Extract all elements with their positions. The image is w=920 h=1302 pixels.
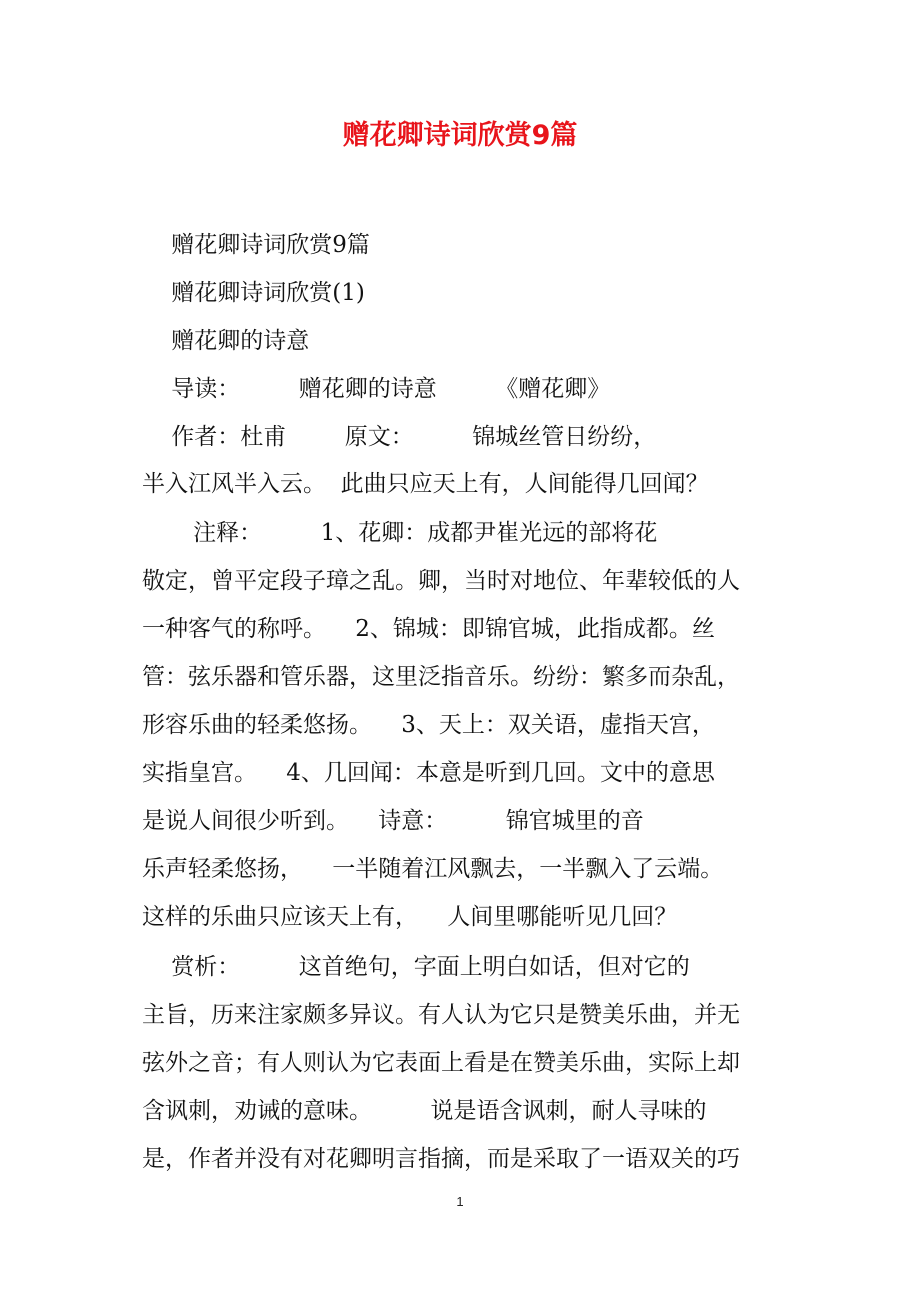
text-line: 敬定，曾平定段子璋之乱。卿，当时对地位、年辈较低的人 [142,568,740,594]
page-number: 1 [456,1194,464,1209]
text-line: 半入江风半入云。 此曲只应天上有，人间能得几回闻？ [142,471,709,497]
text-line: 导读： 赠花卿的诗意 《赠花卿》 [142,376,611,402]
text-line: 乐声轻柔悠扬， 一半随着江风飘去，一半飘入了云端。 [142,856,724,882]
text-line: 注释： 1、花卿：成都尹崔光远的部将花 [142,520,658,546]
text-line: 赠花卿诗词欣赏9篇 [142,232,370,258]
text-line: 主旨，历来注家颇多异议。有人认为它只是赞美乐曲，并无 [142,1002,740,1028]
text-line: 赏析： 这首绝句，字面上明白如话，但对它的 [142,954,690,980]
text-line: 赠花卿的诗意 [142,328,310,354]
text-line: 弦外之音；有人则认为它表面上看是在赞美乐曲，实际上却 [142,1050,740,1076]
document-title: 赠花卿诗词欣赏9篇 [342,120,578,151]
text-line: 是说人间很少听到。 诗意： 锦官城里的音 [142,808,644,834]
text-line: 管：弦乐器和管乐器，这里泛指音乐。纷纷：繁多而杂乱， [142,664,740,690]
text-line: 是，作者并没有对花卿明言指摘，而是采取了一语双关的巧 [142,1146,740,1172]
text-line: 赠花卿诗词欣赏(1) [142,280,365,306]
text-line: 作者：杜甫 原文： 锦城丝管日纷纷， [142,424,657,450]
text-line: 这样的乐曲只应该天上有， 人间里哪能听见几回？ [142,904,678,930]
text-line: 含讽刺，劝诫的意味。 说是语含讽刺，耐人寻味的 [142,1098,707,1124]
text-line: 一种客气的称呼。 2、锦城：即锦官城，此指成都。丝 [142,616,715,642]
text-line: 形容乐曲的轻柔悠扬。 3、天上：双关语，虚指天宫， [142,712,715,738]
text-line: 实指皇宫。 4、几回闻：本意是听到几回。文中的意思 [142,760,715,786]
